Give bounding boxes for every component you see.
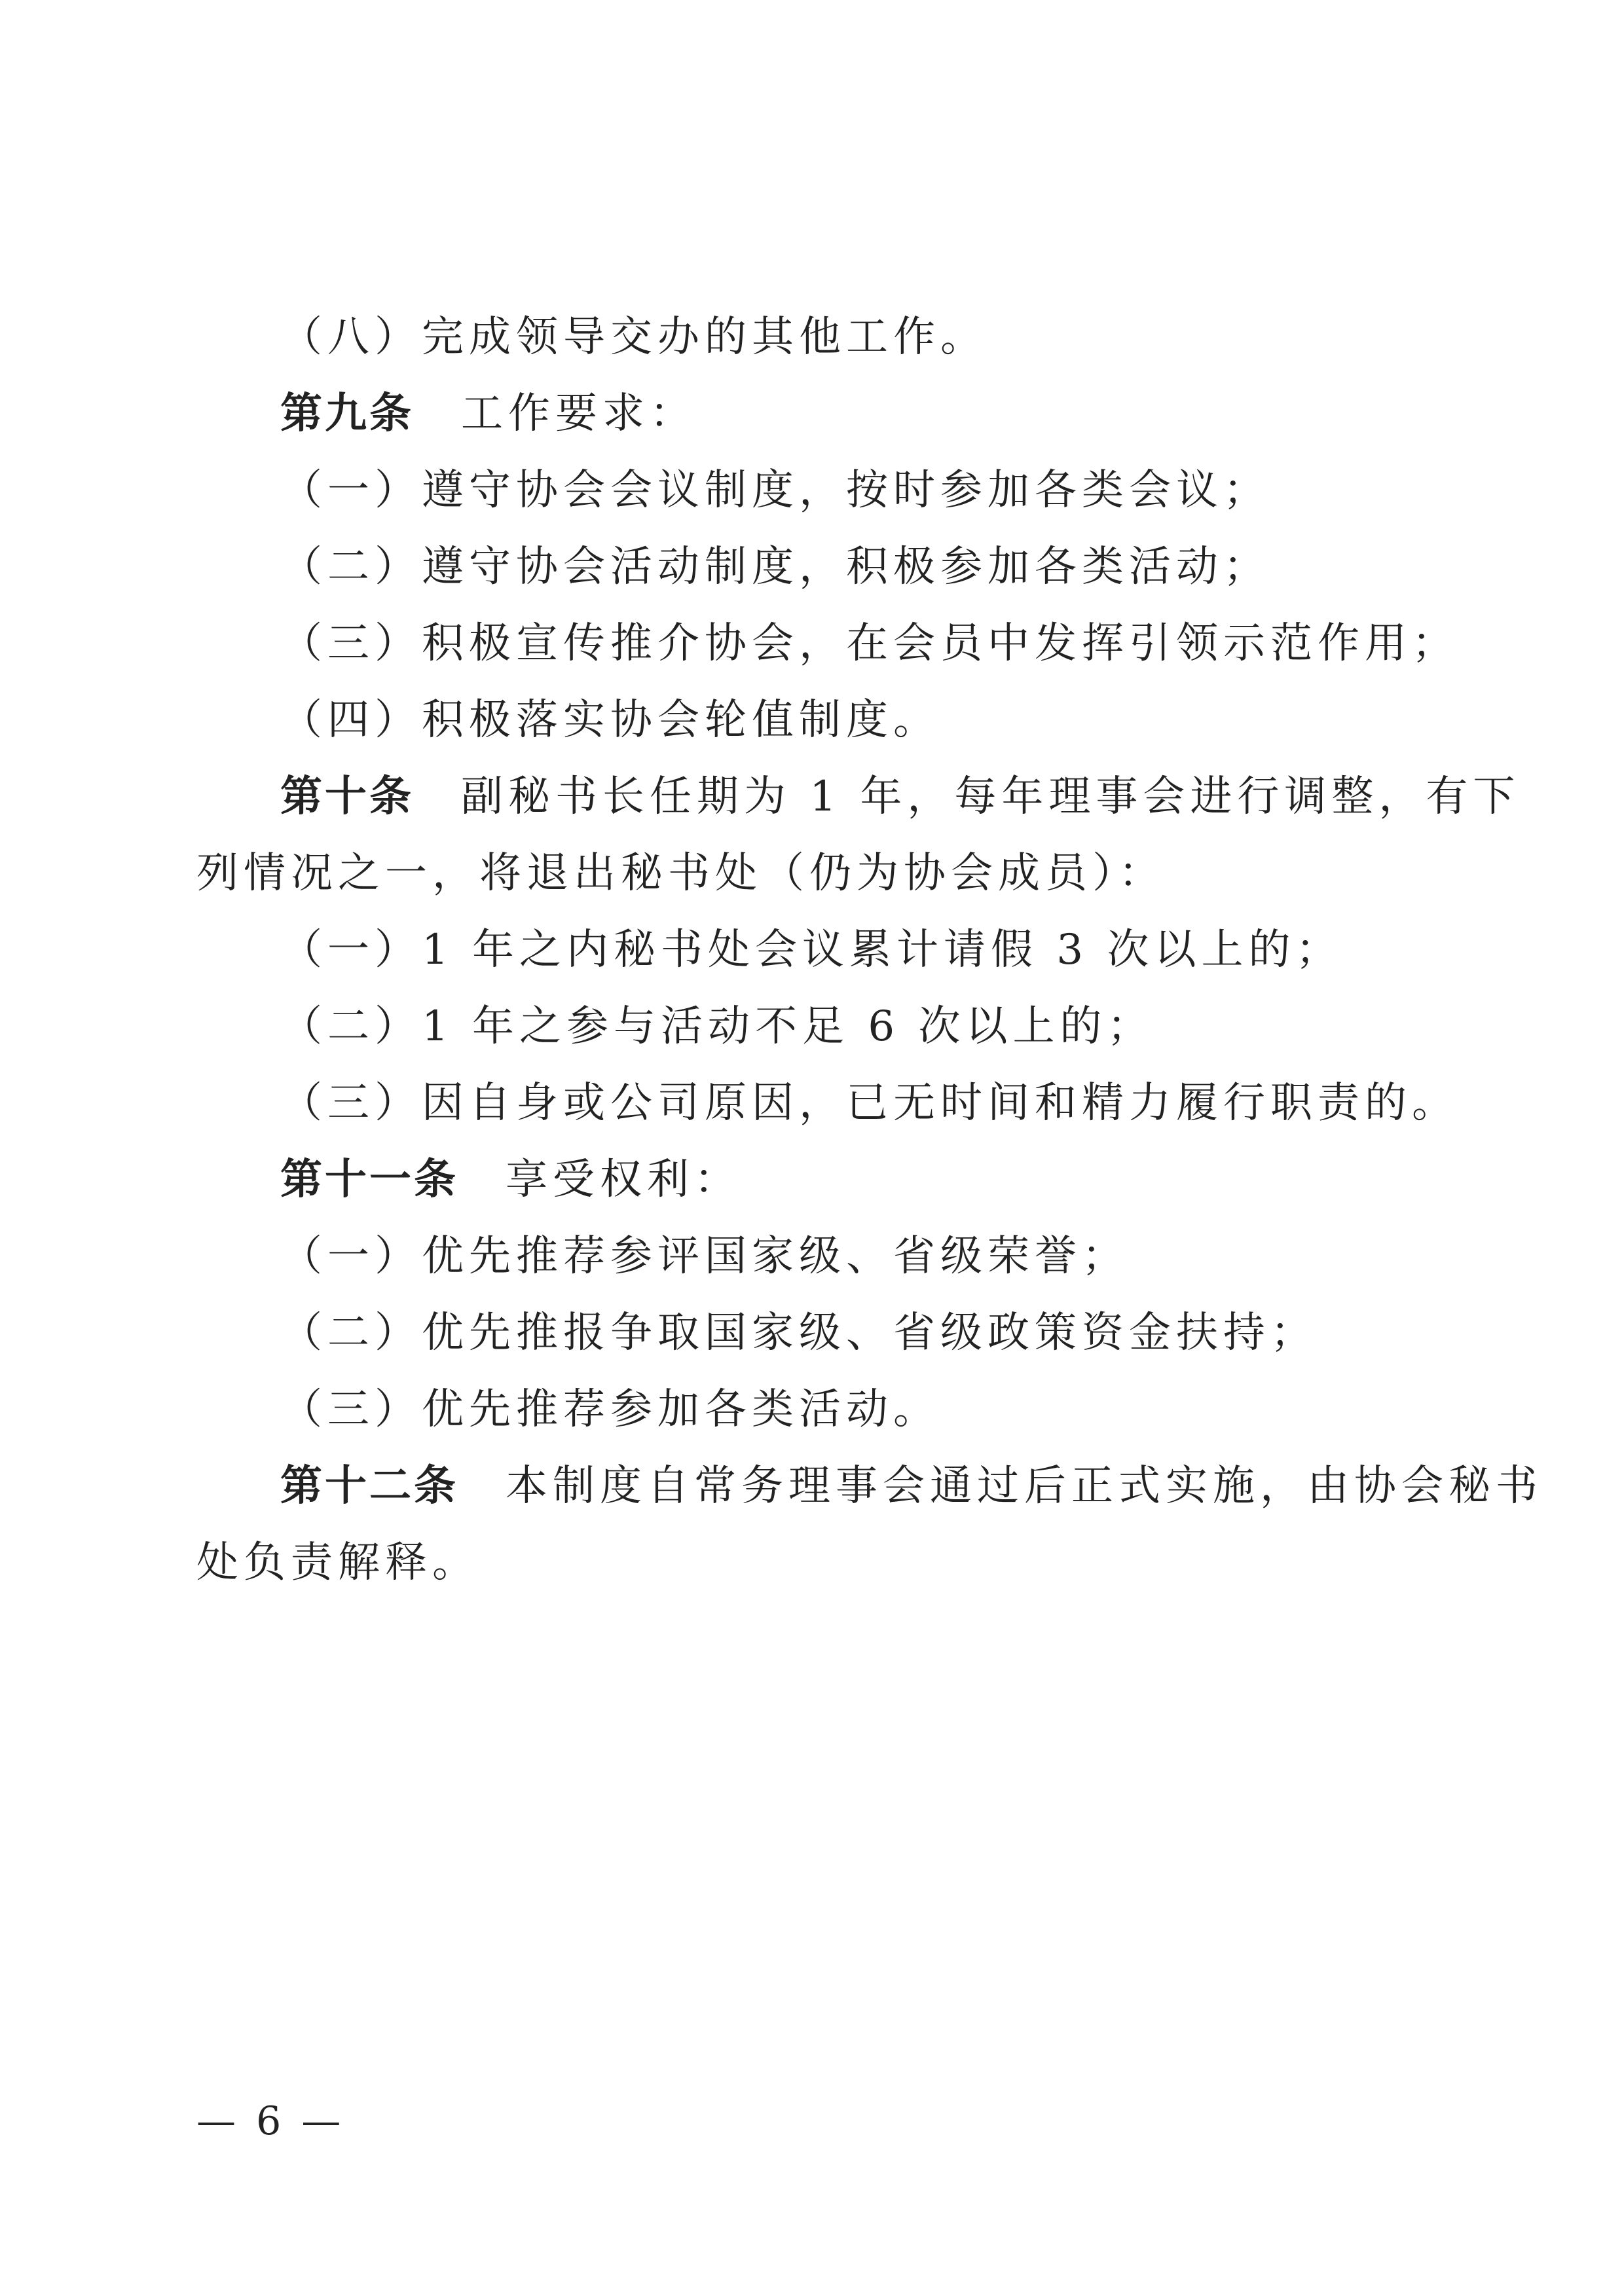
paragraph-line: 处负责解释。 — [196, 1539, 479, 1587]
article-heading: 第十一条 — [280, 1156, 458, 1204]
article-line — [196, 1154, 1428, 1206]
paragraph-line: （一）优先推荐参评国家级、省级荣誉； — [280, 1232, 1129, 1281]
paragraph-line: （二）优先推报争取国家级、省级政策资金扶持； — [280, 1309, 1318, 1357]
paragraph-line: （一）遵守协会会议制度，按时参加各类会议； — [280, 466, 1270, 515]
article-line — [196, 771, 1521, 823]
article-heading: 第十二条 — [280, 1462, 458, 1510]
paragraph-line: （四）积极落实协会轮值制度。 — [280, 696, 940, 744]
paragraph-line: （八）完成领导交办的其他工作。 — [280, 313, 987, 361]
paragraph-line: （三）因自身或公司原因，已无时间和精力履行职责的。 — [280, 1079, 1459, 1127]
page-number: — 6 — — [196, 2098, 345, 2144]
article-text: 工作要求： — [414, 390, 697, 438]
article-line — [196, 1460, 1543, 1512]
paragraph-line: （二）遵守协会活动制度，积极参加各类活动； — [280, 543, 1270, 591]
article-heading: 第十条 — [280, 773, 414, 821]
article-text: 本制度自常务理事会通过后正式实施，由协会秘书 — [458, 1462, 1543, 1510]
paragraph-line: （三）积极宣传推介协会，在会员中发挥引领示范作用； — [280, 619, 1459, 668]
article-heading: 第九条 — [280, 390, 414, 438]
paragraph-line: （三）优先推荐参加各类活动。 — [280, 1385, 940, 1434]
article-text: 享受权利： — [458, 1156, 741, 1204]
paragraph-line: 列情况之一，将退出秘书处（仍为协会成员）： — [196, 849, 1166, 898]
article-text: 副秘书长任期为 1 年，每年理事会进行调整，有下 — [414, 773, 1521, 821]
paragraph-line: （一）1 年之内秘书处会议累计请假 3 次以上的； — [280, 926, 1343, 974]
paragraph-line: （二）1 年之参与活动不足 6 次以上的； — [280, 1002, 1154, 1051]
article-line — [196, 388, 1428, 440]
